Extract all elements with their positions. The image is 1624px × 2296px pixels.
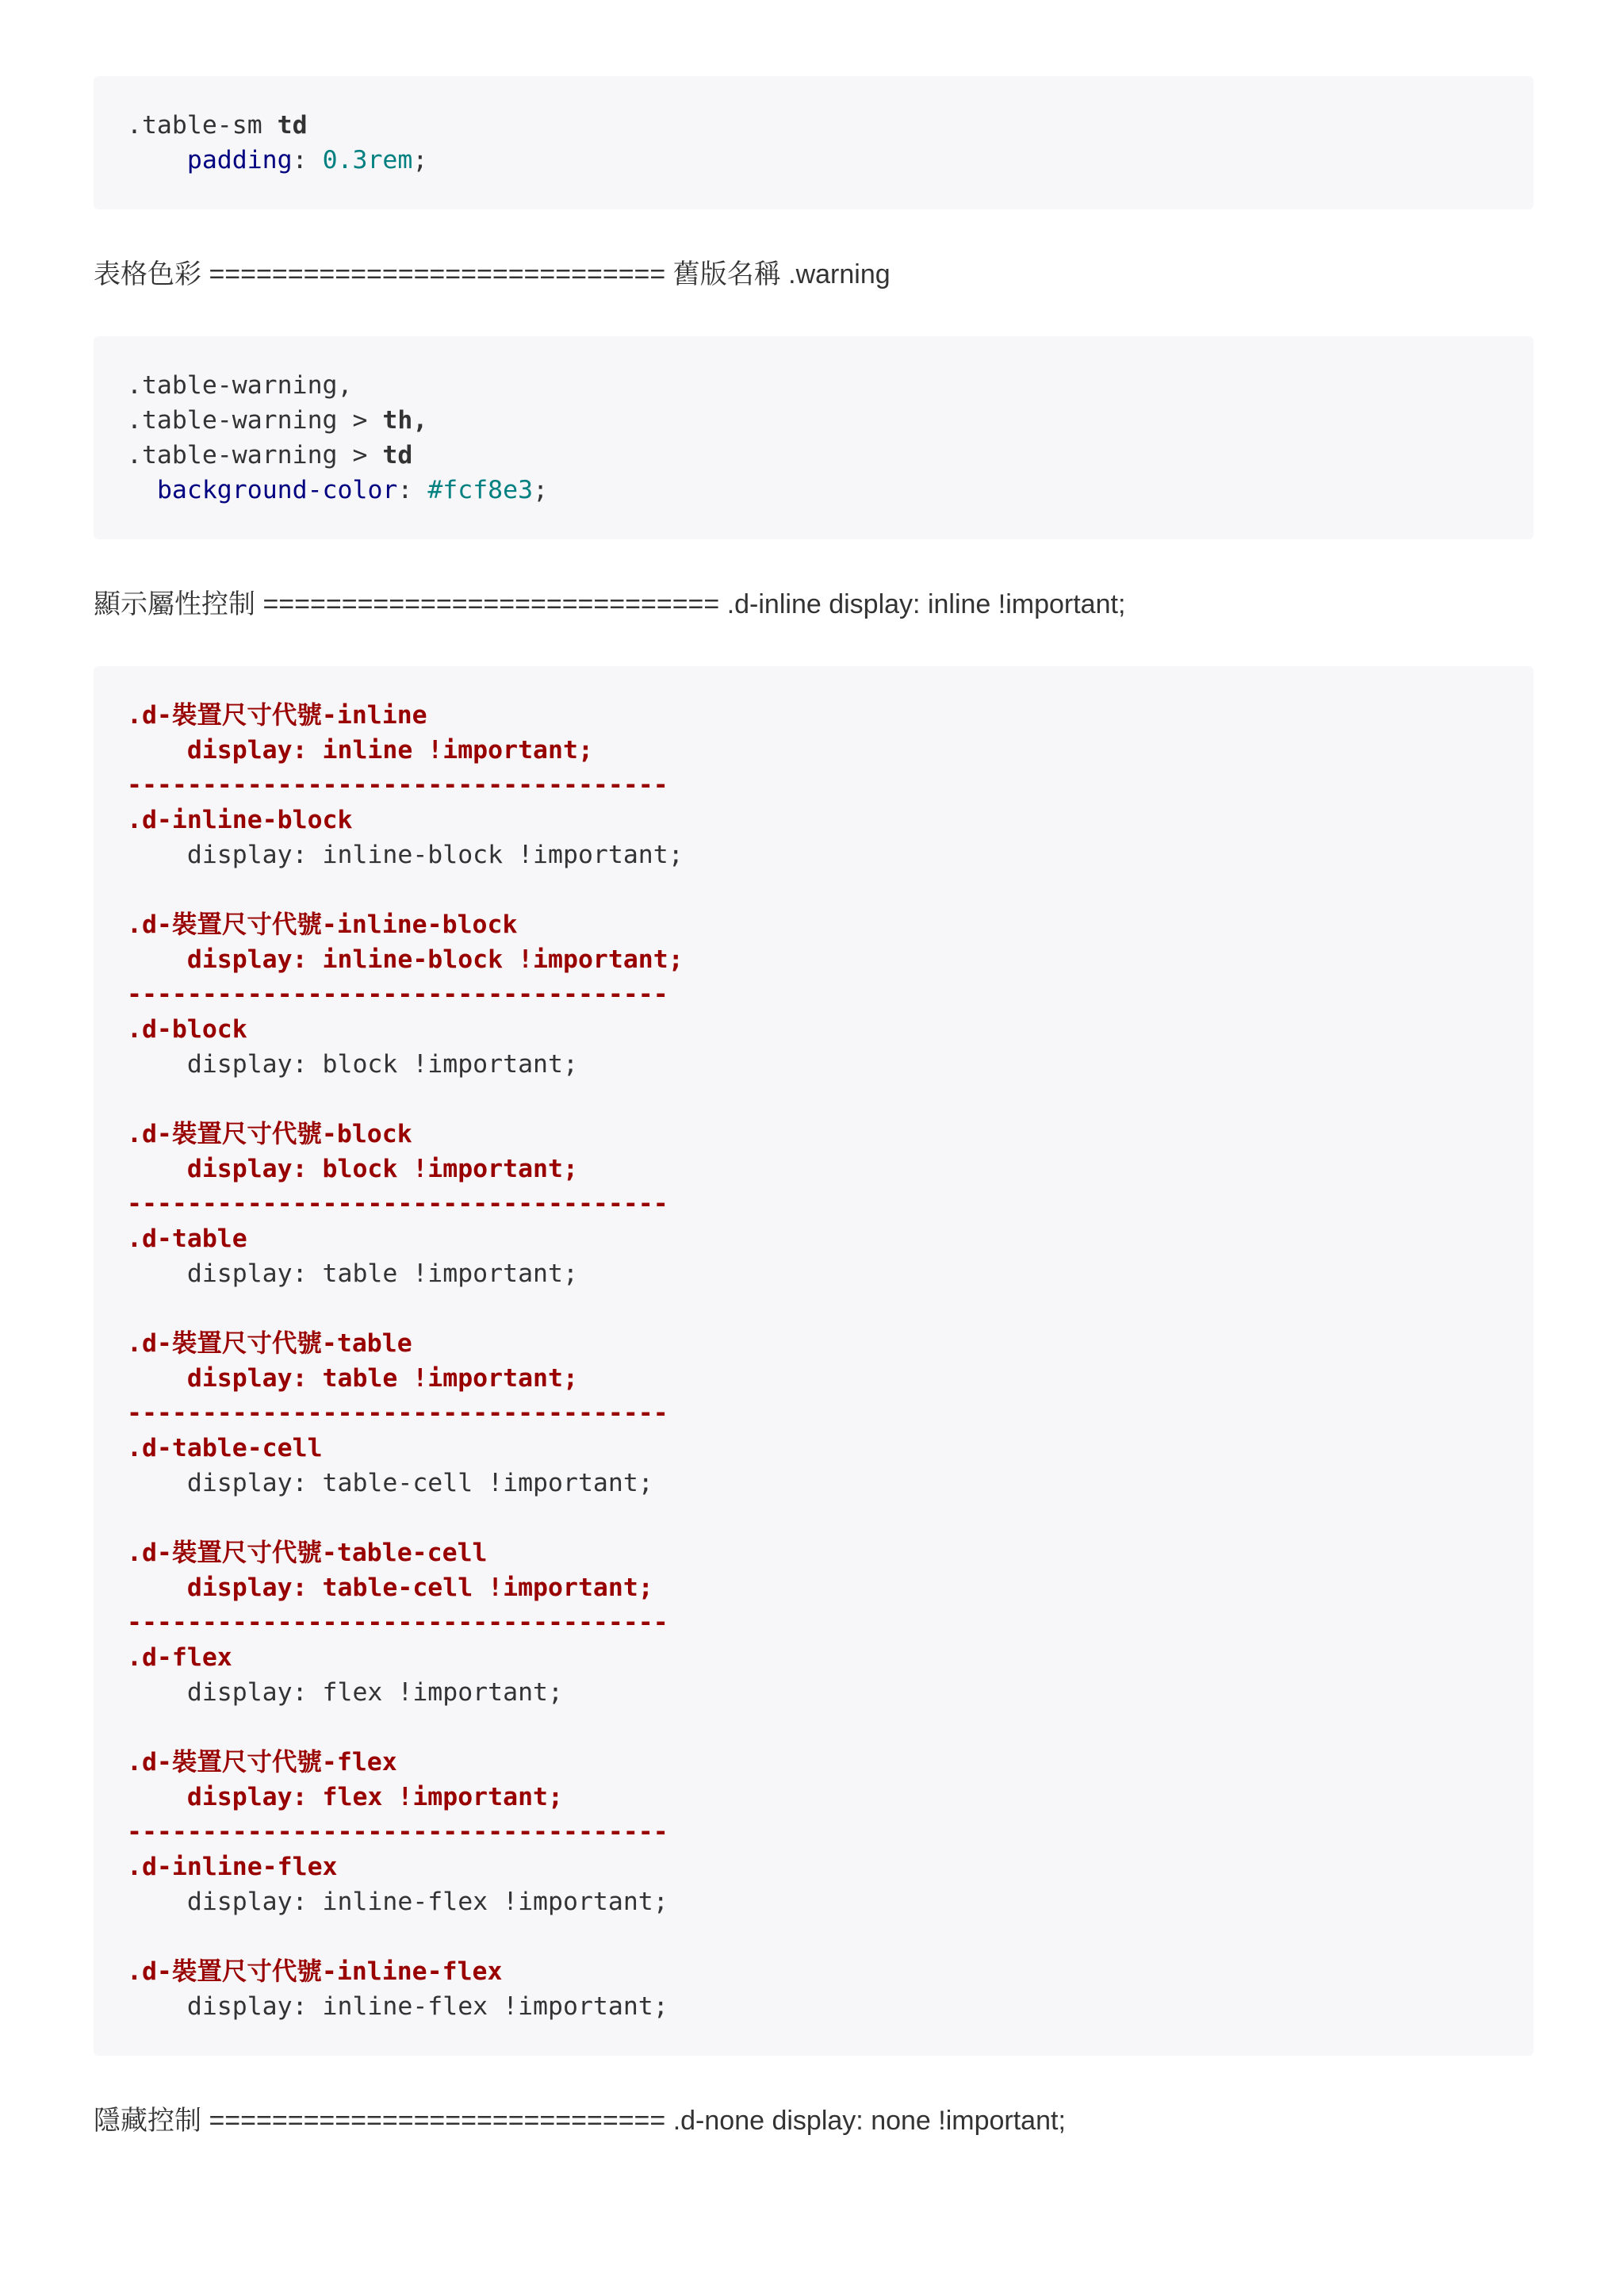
css-property: background-color xyxy=(156,476,398,504)
code-line: display: inline-flex !important; xyxy=(127,1888,668,1916)
code-line: .d-裝置尺寸代號-table-cell xyxy=(127,1539,488,1567)
code-line: .d-裝置尺寸代號-inline-flex xyxy=(127,1957,503,1986)
code-line: .d-裝置尺寸代號-inline xyxy=(127,701,427,730)
code-line: display: inline !important; xyxy=(127,736,593,765)
code-line xyxy=(127,438,1500,473)
code-line: .d-block xyxy=(127,1015,247,1044)
code-line xyxy=(127,1919,1500,1954)
document-content xyxy=(94,76,1534,2183)
code-line: .d-table xyxy=(127,1225,247,1253)
code-line: ------------------------------------ xyxy=(127,1190,668,1218)
css-colon: : xyxy=(292,146,323,174)
code-line: .d-裝置尺寸代號-inline-block xyxy=(127,910,518,939)
code-line: .d-inline-block xyxy=(127,806,353,834)
code-line xyxy=(127,473,1500,508)
css-semicolon: ; xyxy=(412,146,428,174)
code-line: .d-裝置尺寸代號-table xyxy=(127,1329,412,1358)
css-tag: td xyxy=(382,441,413,470)
css-colon: : xyxy=(397,476,428,504)
code-line: display: table-cell !important; xyxy=(127,1573,653,1602)
code-line: .d-裝置尺寸代號-flex xyxy=(127,1748,397,1777)
code-line xyxy=(127,403,1500,438)
code-line: .d-flex xyxy=(127,1643,232,1672)
css-tag: th xyxy=(382,406,413,435)
code-line: display: inline-block !important; xyxy=(127,841,684,869)
code-block-table-sm xyxy=(94,76,1534,209)
code-line xyxy=(127,1501,1500,1535)
code-line: .table-warning, xyxy=(127,371,353,400)
section-heading-display-control: 顯示屬性控制 ============================= .d-inline display: inline !important; xyxy=(94,589,1126,619)
css-selector: .table-warning > xyxy=(127,406,383,435)
code-line: .d-inline-flex xyxy=(127,1853,338,1881)
section-heading-table-colors: 表格色彩 ============================= 舊版名稱 .warning xyxy=(94,259,891,289)
code-line: display: table-cell !important; xyxy=(127,1469,653,1497)
section-heading-hide-control: 隱藏控制 ============================= .d-none display: none !important; xyxy=(94,2106,1066,2136)
code-line: ------------------------------------ xyxy=(127,980,668,1009)
css-selector: .table-warning > xyxy=(127,441,383,470)
css-property: padding xyxy=(186,146,293,174)
code-line: display: flex !important; xyxy=(127,1783,563,1811)
code-block-table-warning xyxy=(94,336,1534,539)
code-line: ------------------------------------ xyxy=(127,1818,668,1846)
code-line xyxy=(127,108,1500,143)
indent xyxy=(127,146,187,174)
code-line xyxy=(127,1710,1500,1745)
code-line: display: inline-block !important; xyxy=(127,945,684,974)
code-block-display-utilities xyxy=(94,666,1534,2056)
code-line: ------------------------------------ xyxy=(127,1608,668,1637)
indent xyxy=(127,476,157,504)
code-line: display: table !important; xyxy=(127,1259,578,1288)
code-line xyxy=(127,143,1500,178)
code-line: display: block !important; xyxy=(127,1050,578,1079)
code-line: display: table !important; xyxy=(127,1364,578,1393)
code-line xyxy=(127,1291,1500,1326)
code-line: ------------------------------------ xyxy=(127,771,668,799)
css-value: 0.3rem xyxy=(322,146,413,174)
code-line: ------------------------------------ xyxy=(127,1399,668,1428)
css-comma: , xyxy=(412,406,428,435)
code-line xyxy=(127,872,1500,907)
code-line: .d-裝置尺寸代號-block xyxy=(127,1120,412,1148)
code-line: display: block !important; xyxy=(127,1155,578,1183)
code-line: display: flex !important; xyxy=(127,1678,563,1707)
css-tag: td xyxy=(277,111,308,140)
code-line: .d-table-cell xyxy=(127,1434,323,1462)
code-line: display: inline-flex !important; xyxy=(127,1992,668,2021)
code-line xyxy=(127,1082,1500,1117)
css-value: #fcf8e3 xyxy=(427,476,534,504)
css-semicolon: ; xyxy=(533,476,549,504)
css-selector: .table-sm xyxy=(127,111,278,140)
